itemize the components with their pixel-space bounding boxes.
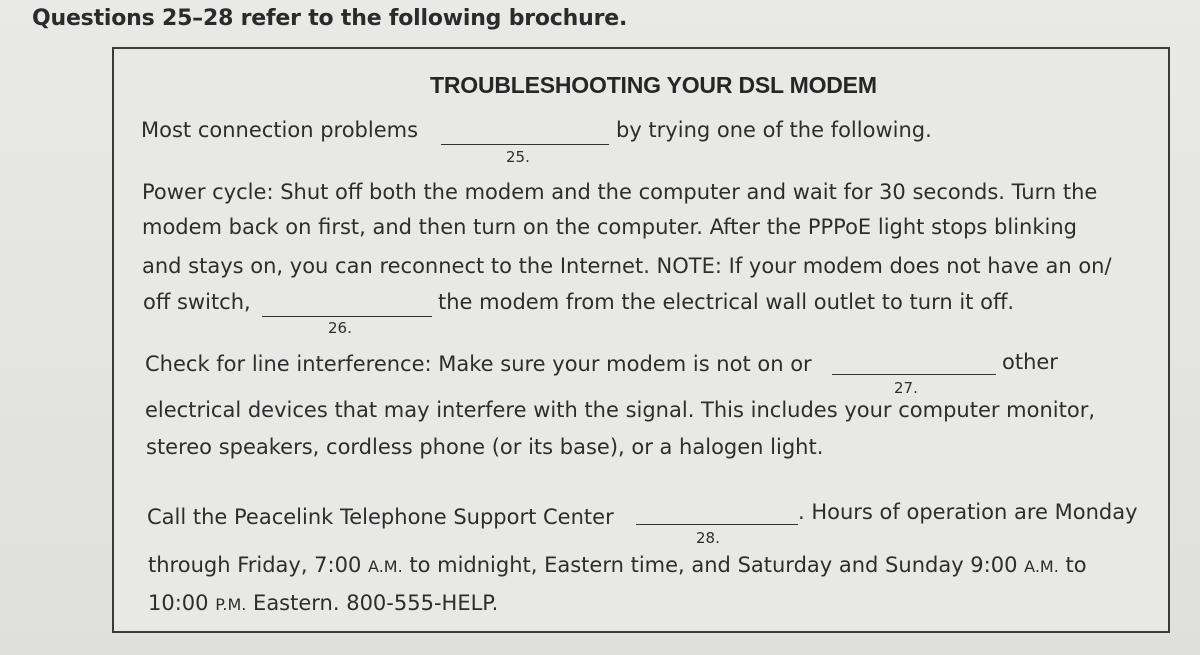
blank-number-25: 25. — [506, 148, 530, 166]
blank-number-27: 27. — [894, 379, 918, 397]
answer-blank-26[interactable] — [262, 316, 432, 317]
support-hours-line — [148, 553, 1087, 577]
hours-weekend-end: 10:00 — [148, 591, 209, 615]
blank-number-28: 28. — [696, 529, 720, 547]
support-line-1-before: Call the Peacelink Telephone Support Center — [147, 505, 614, 529]
hours-to: to — [1065, 553, 1087, 577]
intro-text-before: Most connection problems — [141, 118, 419, 142]
answer-blank-28[interactable] — [636, 524, 798, 525]
support-phone-number: Eastern. 800-555-HELP. — [253, 591, 499, 615]
pm-marker: P.M. — [215, 595, 247, 614]
instruction-heading: Questions 25–28 refer to the following brochure. — [32, 6, 628, 31]
support-line-1-after: . Hours of operation are Monday — [798, 500, 1138, 524]
intro-text-after: by trying one of the following. — [616, 118, 932, 142]
answer-blank-25[interactable] — [441, 144, 609, 145]
power-cycle-line-3: and stays on, you can reconnect to the Internet. NOTE: If your modem does not have an on/ — [142, 254, 1112, 278]
interference-line-1-before: Check for line interference: Make sure your modem is not on or — [145, 352, 812, 376]
support-phone-line — [148, 591, 498, 615]
power-cycle-line-4-after: the modem from the electrical wall outlet to turn it off. — [438, 290, 1015, 314]
power-cycle-line-1: Power cycle: Shut off both the modem and the computer and wait for 30 seconds. Turn the — [142, 180, 1098, 204]
interference-line-2: electrical devices that may interfere with the signal. This includes your computer monitor, — [145, 398, 1096, 422]
am-marker-1: A.M. — [368, 557, 403, 576]
power-cycle-line-2: modem back on first, and then turn on the computer. After the PPPoE light stops blinking — [142, 215, 1077, 239]
interference-line-3: stereo speakers, cordless phone (or its base), or a halogen light. — [146, 435, 824, 459]
am-marker-2: A.M. — [1024, 557, 1059, 576]
hours-weekday-end: to midnight, Eastern time, and Saturday and Sunday 9:00 — [409, 553, 1018, 577]
hours-weekday-start: through Friday, 7:00 — [148, 553, 362, 577]
interference-line-1-after: other — [1002, 350, 1058, 374]
blank-number-26: 26. — [328, 319, 352, 337]
answer-blank-27[interactable] — [832, 374, 996, 375]
power-cycle-line-4-before: off switch, — [143, 290, 251, 314]
brochure-title: TROUBLESHOOTING YOUR DSL MODEM — [430, 72, 877, 98]
